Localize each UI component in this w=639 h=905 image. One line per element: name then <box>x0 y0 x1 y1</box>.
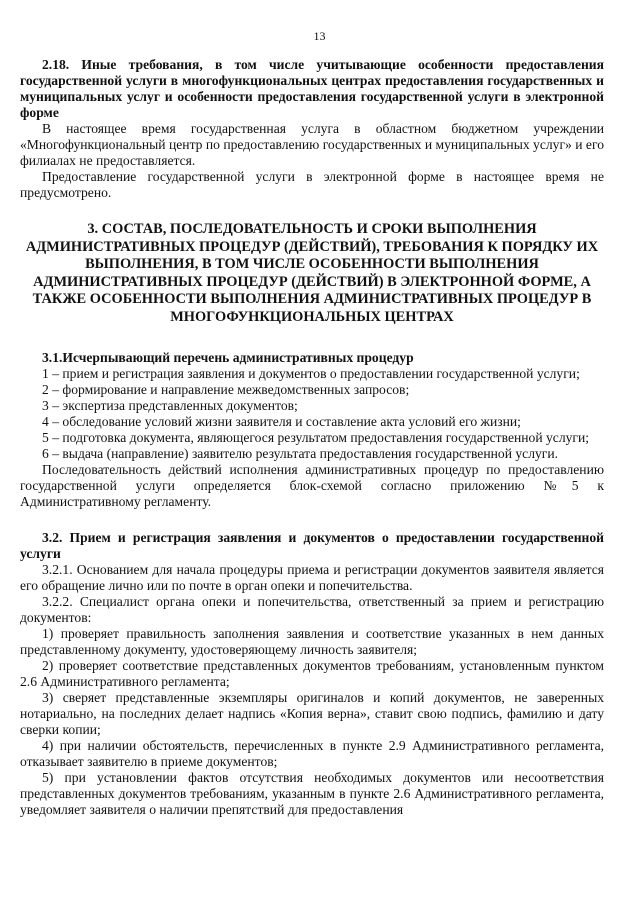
procedure-item: 5 – подготовка документа, являющегося результатом предоставления государственной услуги; <box>42 430 590 445</box>
section-3-2-heading: 3.2. Прием и регистрация заявления и документов о предоставлении государственной услуги <box>20 530 604 561</box>
page-content <box>20 57 604 818</box>
section-2-18-paragraph-2: Предоставление государственной услуги в электронной форме в настоящее время не предусмотрено. <box>20 169 604 200</box>
section-3-1-closing: Последовательность действий исполнения административных процедур по предоставлению государственной услуги определяется блок-схемой согласно приложению №5 к Административному регламенту. <box>20 462 604 509</box>
section-2-18-heading: 2.18. Иные требования, в том числе учитывающие особенности предоставления государственной услуги в многофункциональных центрах предоставления государственных и муниципальных услуг и особенности предоставления государственной услуги в электронной форме <box>20 57 604 120</box>
section-3-heading: 3. СОСТАВ, ПОСЛЕДОВАТЕЛЬНОСТЬ И СРОКИ ВЫПОЛНЕНИЯ АДМИНИСТРАТИВНЫХ ПРОЦЕДУР (ДЕЙСТВИЙ), ТРЕБОВАНИЯ К ПОРЯДКУ ИХ ВЫПОЛНЕНИЯ, В ТОМ ЧИСЛЕ ОСОБЕННОСТИ ВЫПОЛНЕНИЯ АДМИНИСТРАТИВНЫХ ПРОЦЕДУР (ДЕЙСТВИЙ) В ЭЛЕКТРОННОЙ ФОРМЕ, А ТАКЖЕ ОСОБЕННОСТИ ВЫПОЛНЕНИЯ АДМИНИСТРАТИВНЫХ ПРОЦЕДУР В МНОГОФУНКЦИОНАЛЬНЫХ ЦЕНТРАХ <box>25 221 599 325</box>
page-number: 13 <box>313 29 326 43</box>
paragraph-3-2-1: 3.2.1. Основанием для начала процедуры приема и регистрации документов заявителя является его обращение лично или по почте в орган опеки и попечительства. <box>20 562 604 593</box>
specialist-step: 4) при наличии обстоятельств, перечисленных в пункте 2.9 Административного регламента, отказывает заявителю в приеме документов; <box>20 738 604 769</box>
specialist-step: 3) сверяет представленные экземпляры оригиналов и копий документов, не заверенных нотариально, на последних делает надпись «Копия верна», ставит свою подпись, фамилию и дату сверки копии; <box>20 690 604 737</box>
procedure-item: 4 – обследование условий жизни заявителя и составление акта условий его жизни; <box>42 414 521 429</box>
section-3-1-heading: 3.1.Исчерпывающий перечень административных процедур <box>42 350 414 365</box>
procedure-item: 2 – формирование и направление межведомственных запросов; <box>42 382 410 397</box>
specialist-step: 5) при установлении фактов отсутствия необходимых документов или несоответствия представленных документов требованиям, указанным в пункте 2.6 Административного регламента, уведомляет заявителя о наличии препятствий для предоставления <box>20 770 604 817</box>
specialist-step: 1) проверяет правильность заполнения заявления и соответствие указанных в нем данных представленному документу, удостоверяющему личность заявителя; <box>20 626 604 657</box>
procedure-item: 6 – выдача (направление) заявителю результата предоставления государственной услуги. <box>42 446 559 461</box>
paragraph-3-2-2: 3.2.2. Специалист органа опеки и попечительства, ответственный за прием и регистрацию документов: <box>20 594 604 625</box>
procedure-item: 1 – прием и регистрация заявления и документов о предоставлении государственной услуги; <box>42 366 580 381</box>
section-2-18-paragraph-1: В настоящее время государственная услуга в областном бюджетном учреждении «Многофункциональный центр по предоставлению государственных и муниципальных услуг» и его филиалах не предоставляется. <box>20 121 604 168</box>
specialist-step: 2) проверяет соответствие представленных документов требованиям, установленным пунктом 2.6 Административного регламента; <box>20 658 604 689</box>
procedure-item: 3 – экспертиза представленных документов; <box>42 398 298 413</box>
